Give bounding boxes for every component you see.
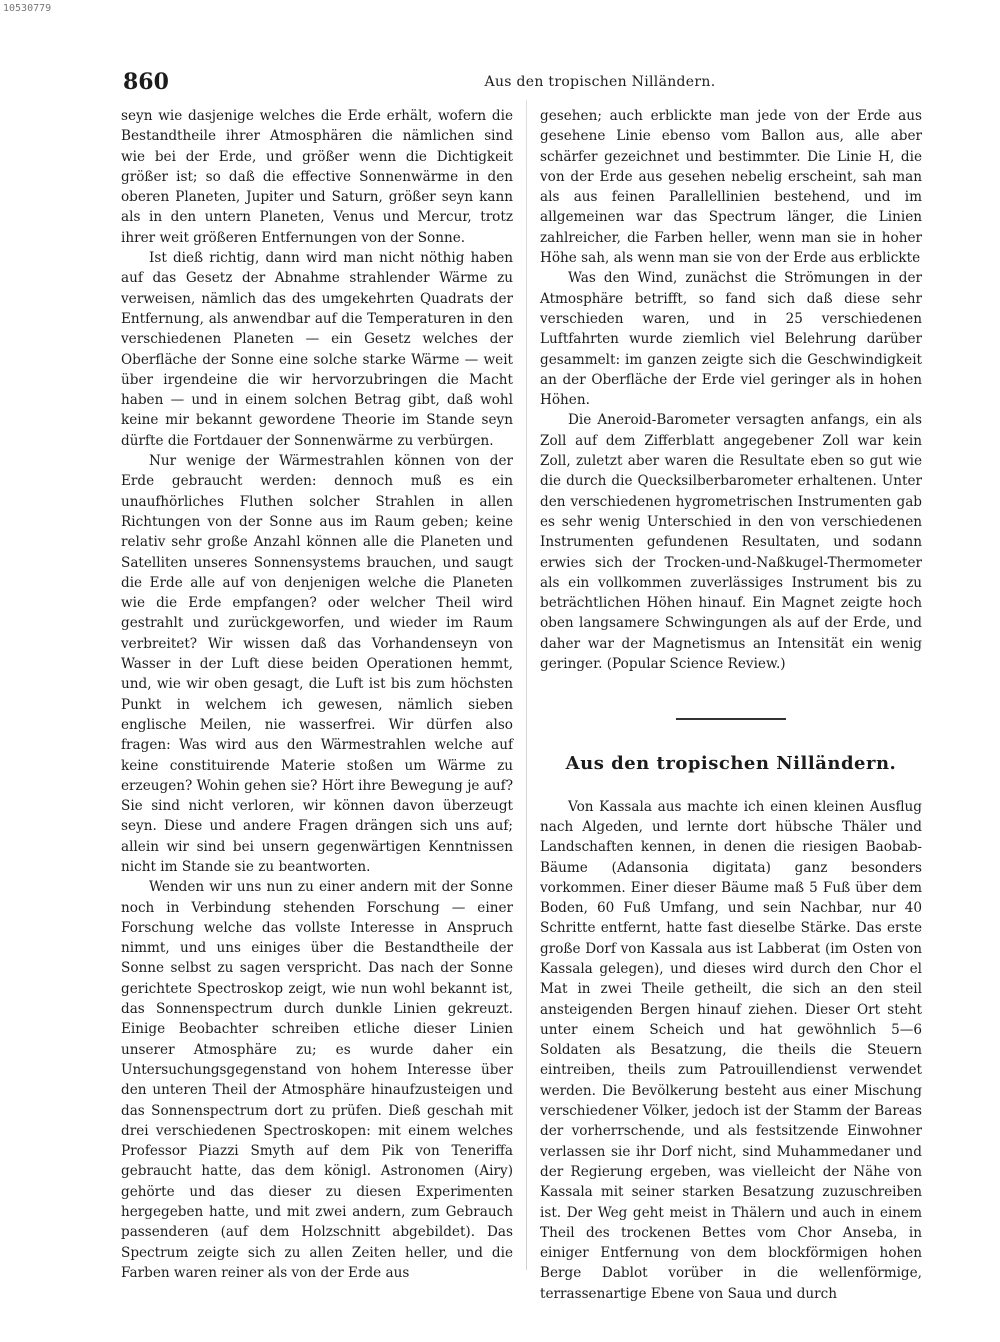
column-divider — [526, 100, 527, 1270]
paragraph: gesehen; auch erblickte man jede von der Erde aus gesehene Linie ebenso vom Ballon aus, alle aber schärfer gezeichnet und bestimmter. Die Linie H, die von der Erde aus gesehen nebelig erscheint, sah man als aus feinen Parallellinien bestehend, und im allgemeinen war das Spectrum länger, die Linien zahlreicher, die Farben heller, wenn man sie in hoher Höhe sah, als wenn man sie von der Erde aus erblickte — [540, 108, 922, 267]
right-column — [540, 106, 922, 1304]
paragraph: seyn wie dasjenige welches die Erde erhält, wofern die Bestandtheile ihrer Atmosphären die nämlichen sind wie bei der Erde, und größer wenn die Dichtigkeit größer ist; so daß die effective Sonnenwärme in den oberen Planeten, Jupiter und Saturn, größer seyn kann als in den untern Planeten, Venus und Mercur, trotz ihrer weit größeren Entfernungen von der Sonne. — [121, 108, 513, 246]
paragraph: Ist dieß richtig, dann wird man nicht nöthig haben auf das Gesetz der Abnahme strahlender Wärme zu verweisen, nämlich das des umgekehrten Quadrats der Entfernung, als anwendbar auf die Temperaturen in den verschiedenen Planeten — ein Gesetz welches der Oberfläche der Sonne eine solche starke Wärme — weit über irgendeine die wir hervorzubringen die Macht haben — und in einem solchen Betrag gibt, daß wohl keine mir bekannt gewordene Theorie im Stande seyn dürfte die Fortdauer der Sonnenwärme zu verbürgen. — [121, 250, 513, 449]
section-separator-rule — [676, 718, 786, 720]
section-heading: Aus den tropischen Nilländern. — [565, 753, 897, 775]
left-column — [121, 106, 513, 1283]
paragraph: Wenden wir uns nun zu einer andern mit der Sonne noch in Verbindung stehenden Forschung — einer Forschung welche das vollste Interesse in Anspruch nimmt, und uns einiges über die Bestandtheile der Sonne selbst zu sagen verspricht. Das nach der Sonne gerichtete Spectroskop zeigt, wie nun wohl bekannt ist, das Sonnenspectrum durch dunkle Linien gekreuzt. Einige Beobachter schreiben etliche dieser Linien unserer Atmosphäre zu; es wurde daher ein Untersuchungsgegenstand von hohem Interesse über den unteren Theil der Atmosphäre hinaufzusteigen und das Sonnenspectrum dort zu prüfen. Dieß geschah mit drei verschiedenen Spectroskopen: mit einem welches Professor Piazzi Smyth auf dem Pik von Teneriffa gebraucht hatte, das dem königl. Astronomen (Airy) gehörte und das dieser zu diesen Experimenten hergegeben hatte, und mit zwei andern, zum Gebrauch passenderen (auf dem Holzschnitt abgebildet). Das Spectrum zeigte sich zu allen Zeiten heller, und die Farben waren reiner als von der Erde aus — [121, 879, 513, 1281]
running-title: Aus den tropischen Nilländern. — [484, 74, 716, 90]
paragraph: Nur wenige der Wärmestrahlen können von der Erde gebraucht werden: dennoch muß es ein unaufhörliches Fluthen solcher Strahlen in allen Richtungen von der Sonne aus im Raum geben; keine relativ sehr große Anzahl können alle die Planeten und Satelliten unseres Sonnensystems brauchen, und saugt die Erde alle auf von denjenigen welche die Planeten wie die Erde empfangen? oder welcher Theil wird gestrahlt und zurückgeworfen, und wieder im Raum verbreitet? Wir wissen daß das Vorhandenseyn von Wasser in der Luft diese beiden Operationen hemmt, und, wie wir oben gesagt, die Luft ist bis zum höchsten Punkt in welchem ich gewesen, nämlich sieben englische Meilen, nie wasserfrei. Wir dürfen also fragen: Was wird aus den Wärmestrahlen welche auf keine constituirende Materie stoßen um Wärme zu erzeugen? Wohin gehen sie? Hört ihre Bewegung je auf? Sie sind nicht verloren, wir können davon überzeugt seyn. Diese und andere Fragen drängen sich uns auf; allein wir sind bei unsern gegenwärtigen Kenntnissen nicht im Stande sie zu beantworten. — [121, 453, 513, 875]
scan-id-stamp: 10530779 — [3, 3, 52, 14]
paragraph: Die Aneroid-Barometer versagten anfangs, ein als Zoll auf dem Zifferblatt angegebener Zoll war kein Zoll, zuletzt aber waren die Resultate eben so gut wie die durch die Quecksilberbarometer erhaltenen. Unter den verschiedenen hygrometrischen Instrumenten gab es sehr wenig Unterschied in den von verschiedenen Instrumenten gefundenen Resultaten, und sodann erwies sich der Trocken-und-Naßkugel-Thermometer als ein vollkommen zuverlässiges Instrument bis zu beträchtlichen Höhen hinauf. Ein Magnet zeigte hoch oben langsamere Schwingungen als auf der Erde, und daher war der Magnetismus an Intensität ein wenig geringer. (Popular Science Review.) — [540, 412, 922, 673]
paragraph: Von Kassala aus machte ich einen kleinen Ausflug nach Algeden, und lernte dort hübsche Thäler und Landschaften kennen, in denen die riesigen Baobab-Bäume (Adansonia digitata) ganz besonders vorkommen. Einer dieser Bäume maß 5 Fuß über dem Boden, 60 Fuß Umfang, und sein Nachbar, nur 40 Schritte entfernt, hatte fast dieselbe Stärke. Das erste große Dorf von Kassala aus ist Labberat (im Osten von Kassala gelegen), und dieses wird durch den Chor el Mat in zwei Theile getheilt, die sich an den steil ansteigenden Bergen hinauf ziehen. Dieser Ort steht unter einem Scheich und hat gewöhnlich 5—6 Soldaten als Besatzung, die theils die Steuern eintreiben, theils zum Patrouillendienst verwendet werden. Die Bevölkerung besteht aus einer Mischung verschiedener Völker, jedoch ist der Stamm der Bareas der vorherrschende, und als festsitzende Einwohner verlassen sie ihr Dorf nicht, sind Muhammedaner und der Regierung ergeben, was vielleicht der Nähe von Kassala mit seiner starken Besatzung zuzuschreiben ist. Der Weg geht meist in Thälern und auch in einem Theil des trockenen Bettes vom Chor Anseba, in einiger Entfernung von dem blockförmigen hohen Berge Dablot vorüber in die wellenförmige, terrassenartige Ebene von Saua und durch — [540, 798, 922, 1302]
paragraph: Was den Wind, zunächst die Strömungen in der Atmosphäre betrifft, so fand sich daß diese sehr verschieden waren, und in 25 verschiedenen Luftfahrten wurde ziemlich viel Belehrung darüber gesammelt: im ganzen zeigte sich die Geschwindigkeit an der Oberfläche der Erde viel geringer als in hohen Höhen. — [540, 270, 922, 409]
page-number: 860 — [123, 69, 169, 95]
